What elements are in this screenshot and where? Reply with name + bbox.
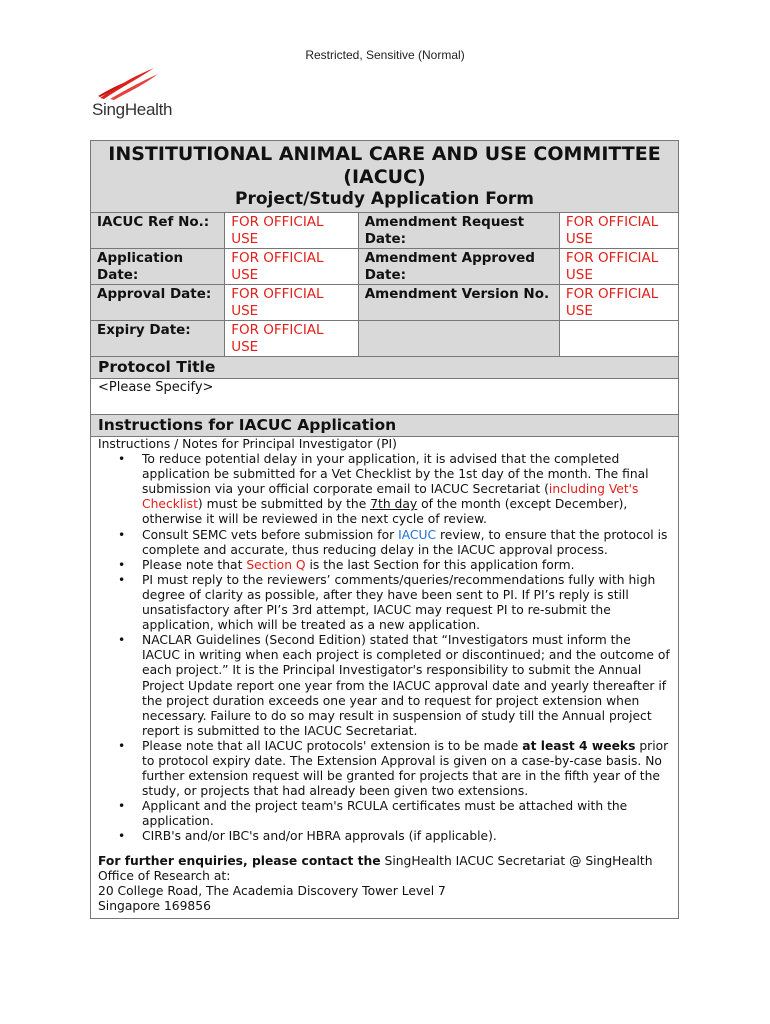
- vet-checklist-note: including Vet's Checklist: [142, 482, 639, 512]
- section-q-note: Section Q: [246, 557, 306, 572]
- empty-label-cell: [358, 321, 559, 357]
- amendment-request-date-label: Amendment Request Date:: [358, 213, 559, 249]
- instructions-list: [98, 452, 671, 844]
- ref-no-value[interactable]: FOR OFFICIAL USE: [225, 213, 358, 249]
- instructions-intro: Instructions / Notes for Principal Investigator (PI): [98, 437, 397, 451]
- list-item: • PI must reply to the reviewers’ comments/queries/recommendations fully with high degree of clarity as possible, after they have been sent to PI. If PI’s reply is still unsatisfactory after PI’s 3rd attempt, IACUC may request PI to re-submit the application, which will be treated as a new application.: [142, 573, 671, 633]
- amendment-request-date-value[interactable]: FOR OFFICIAL USE: [559, 213, 678, 249]
- address-line-2: Singapore 169856: [98, 898, 211, 913]
- approval-date-value[interactable]: FOR OFFICIAL USE: [225, 285, 358, 321]
- list-item: • Please note that Section Q is the last Section for this application form.: [142, 558, 671, 573]
- enquiry-contact: For further enquiries, please contact the SingHealth IACUC Secretariat @ SingHealth Office of Research at:: [98, 853, 653, 883]
- expiry-date-value[interactable]: FOR OFFICIAL USE: [225, 321, 358, 357]
- list-item: • Consult SEMC vets before submission for IACUC review, to ensure that the protocol is complete and accurate, thus reducing delay in the IACUC approval process.: [142, 528, 671, 558]
- expiry-date-label: Expiry Date:: [91, 321, 225, 357]
- reference-table: [91, 213, 678, 357]
- iacuc-link[interactable]: IACUC: [398, 527, 437, 542]
- list-item: • CIRB's and/or IBC's and/or HBRA approvals (if applicable).: [142, 829, 671, 844]
- table-row: [91, 213, 678, 249]
- committee-title: INSTITUTIONAL ANIMAL CARE AND USE COMMITTEE: [108, 143, 661, 165]
- instructions-body: [91, 437, 678, 918]
- application-date-label: Application Date:: [91, 249, 225, 285]
- approval-date-label: Approval Date:: [91, 285, 225, 321]
- deadline-day: 7th day: [370, 497, 418, 512]
- logo-swoosh-icon: [96, 66, 166, 100]
- ref-no-label: IACUC Ref No.:: [91, 213, 225, 249]
- amendment-approved-date-value[interactable]: FOR OFFICIAL USE: [559, 249, 678, 285]
- form-title: Project/Study Application Form: [235, 189, 534, 209]
- extension-deadline: at least 4 weeks: [522, 738, 636, 753]
- amendment-approved-date-label: Amendment Approved Date:: [358, 249, 559, 285]
- list-item: • Applicant and the project team's RCULA certificates must be attached with the application.: [142, 799, 671, 829]
- address-line-1: 20 College Road, The Academia Discovery Tower Level 7: [98, 883, 446, 898]
- amendment-version-label: Amendment Version No.: [358, 285, 559, 321]
- protocol-title-heading: Protocol Title: [91, 357, 678, 379]
- list-item: • Please note that all IACUC protocols' extension is to be made at least 4 weeks prior to protocol expiry date. The Extension Approval is given on a case-by-case basis. No further extension request will be granted for projects that are in the fifth year of the study, or projects that had already been given two extensions.: [142, 739, 671, 799]
- singhealth-logo: [92, 66, 182, 122]
- protocol-title-field[interactable]: <Please Specify>: [98, 380, 214, 395]
- table-row: [91, 249, 678, 285]
- amendment-version-value[interactable]: FOR OFFICIAL USE: [559, 285, 678, 321]
- empty-value-cell[interactable]: [559, 321, 678, 357]
- table-row: [91, 321, 678, 357]
- instructions-heading: Instructions for IACUC Application: [91, 414, 678, 437]
- application-form: [90, 140, 679, 919]
- classification-label: Restricted, Sensitive (Normal): [305, 48, 465, 62]
- committee-abbrev: (IACUC): [343, 166, 426, 188]
- logo-text: SingHealth: [92, 100, 173, 119]
- list-item: • To reduce potential delay in your application, it is advised that the completed application be submitted for a Vet Checklist by the 1st day of the month. The final submission via your official corporate email to IACUC Secretariat (including Vet's Checklist) must be submitted by the 7th day of the month (except December), otherwise it will be reviewed in the next cycle of review.: [142, 452, 671, 527]
- list-item: • NACLAR Guidelines (Second Edition) stated that “Investigators must inform the IACUC in writing when each project is completed or discontinued; and the outcome of each project.” It is the Principal Investigator's responsibility to submit the Annual Project Update report one year from the IACUC approval date and yearly thereafter if the project duration exceeds one year and to request for project extension when necessary. Failure to do so may result in suspension of study till the Annual project report is submitted to the IACUC Secretariat.: [142, 633, 671, 739]
- application-date-value[interactable]: FOR OFFICIAL USE: [225, 249, 358, 285]
- table-row: [91, 285, 678, 321]
- form-title-block: [91, 141, 678, 213]
